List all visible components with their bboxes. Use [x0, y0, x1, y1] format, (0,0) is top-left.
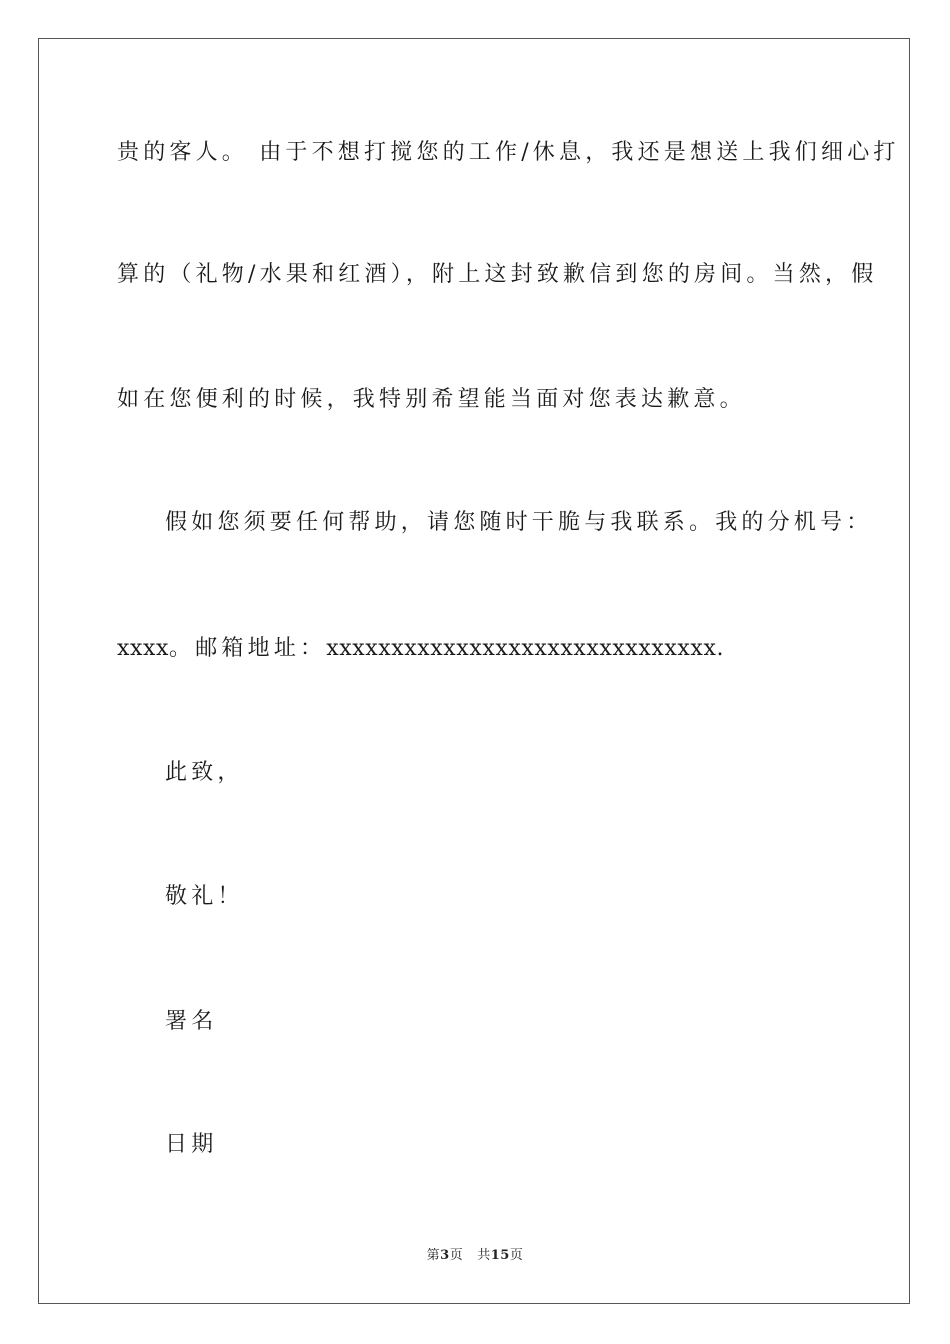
paragraph-line-4: 假如您须要任何帮助，请您随时干脆与我联系。我的分机号： — [165, 510, 873, 535]
page-frame — [38, 38, 910, 1304]
closing-salutation: 此致， — [165, 760, 244, 785]
paragraph-line-3: 如在您便利的时候，我特别希望能当面对您表达歉意。 — [117, 387, 746, 412]
total-pages-number: 15 — [490, 1248, 510, 1263]
date-label: 日期 — [165, 1132, 218, 1157]
page-footer — [0, 1247, 950, 1265]
extension-number: xxxx — [117, 636, 170, 661]
total-prefix: 共 — [477, 1248, 491, 1263]
page-suffix: 页 — [449, 1248, 464, 1263]
signature-label: 署名 — [165, 1009, 218, 1034]
total-suffix: 页 — [509, 1248, 524, 1263]
current-page-number: 3 — [440, 1248, 450, 1263]
email-label: 。邮箱地址： — [169, 636, 327, 661]
email-address: xxxxxxxxxxxxxxxxxxxxxxxxxxxxxx. — [326, 636, 725, 661]
closing-regards: 敬礼！ — [165, 884, 244, 909]
page-prefix: 第 — [426, 1248, 441, 1263]
paragraph-line-2: 算的（礼物/水果和红酒），附上这封致歉信到您的房间。当然，假 — [117, 262, 878, 287]
paragraph-line-1: 贵的客人。 由于不想打搅您的工作/休息，我还是想送上我们细心打 — [117, 140, 900, 165]
paragraph-line-5 — [117, 634, 724, 664]
